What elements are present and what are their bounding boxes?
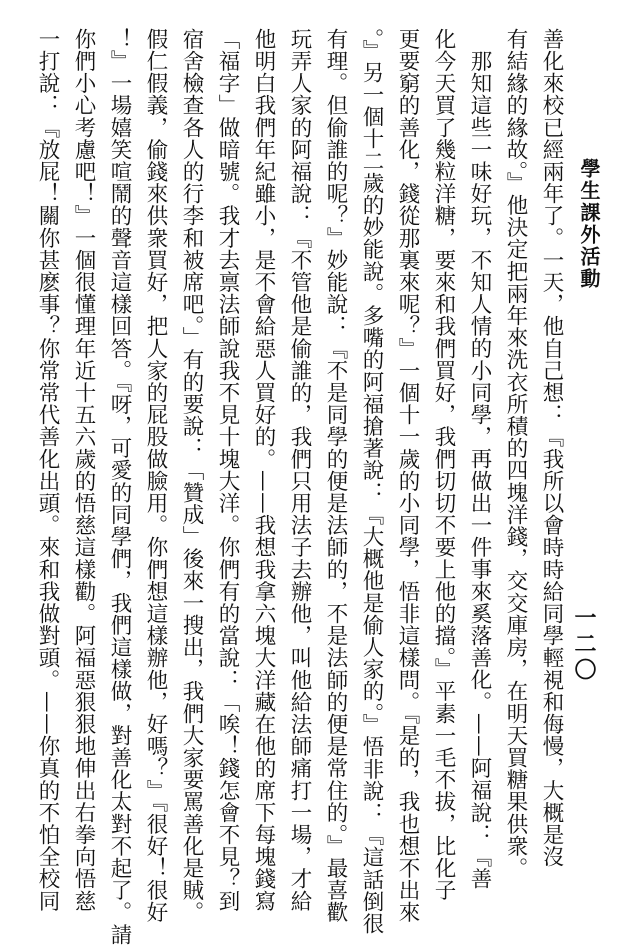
- text-column: 一打說：『放屁！關你甚麽事？你常常代善化出頭。來和我做對頭。——你真的不怕全校同: [35, 28, 60, 912]
- text-column: 「福字」做暗號。我才去禀法師說我不見十塊大洋。你們有的當說：「唉！錢怎會不見？到: [215, 28, 240, 912]
- text-column: 化今天買了幾粒洋糖，要來和我們買好，我們切切不要上他的擋。』平素一毛不拔，比化子: [431, 28, 456, 902]
- text-column: 有理。但偷誰的呢？』妙能說：『不是同學的便是法師的，不是法師的便是常住的。』最喜歡: [323, 28, 348, 924]
- vertical-text-body: [26, 28, 566, 945]
- text-column: 有結緣的緣故。』他決定把兩年來洗衣所積的四塊洋錢，交交庫房，在明天買糖果供衆。: [503, 28, 528, 880]
- text-column: 宿舍檢查各人的行李和被席吧。」有的要說：「贊成」後來一搜出，我們大家要罵善化是賊。: [179, 28, 204, 924]
- page-number: 一二〇: [571, 606, 597, 684]
- text-column: 那知這些一味好玩，不知人情的小同學，再做出一件事來奚落善化。——阿福說：『善: [467, 50, 492, 890]
- running-header-title: 學生課外活動: [577, 158, 601, 290]
- text-column: 善化來校已經兩年了。一天，他自己想：『我所以會時時給同學輕視和侮慢，大概是沒: [539, 28, 564, 868]
- text-column: 你們小心考慮吧！』一個很懂理年近十五六歲的悟慈這樣勸。阿福惡狠狠地伸出右拳向悟慈: [71, 28, 96, 912]
- text-column: 。』另一個十二歲的妙能說。多嘴的阿福搶著說：『大概他是偷人家的。』悟非說：『這話倒很: [359, 28, 384, 935]
- text-column: 更要窮的善化，錢從那裏來呢？』一個十一歲的小同學，悟非這樣問。『是的，我也想不出來: [395, 28, 420, 924]
- text-column: 假仁假義，偷錢來供衆買好，把人家的屁股做臉用。你們想這樣辦他，好嗎？』『很好！很好: [143, 28, 168, 924]
- text-column: 玩弄人家的阿福說：『不管他是偷誰的，我們只用法子去辦他，叫他給法師痛打一場，才給: [287, 28, 312, 912]
- text-column: 他明白我們年紀雖小，是不會給惡人買好的。——我想我拿六塊大洋藏在他的席下每塊錢寫: [251, 28, 276, 912]
- text-column: ！』一場嬉笑喧鬧的聲音這樣回答。『呀，可愛的同學們，我們這樣做，對善化太對不起了。請: [107, 28, 132, 945]
